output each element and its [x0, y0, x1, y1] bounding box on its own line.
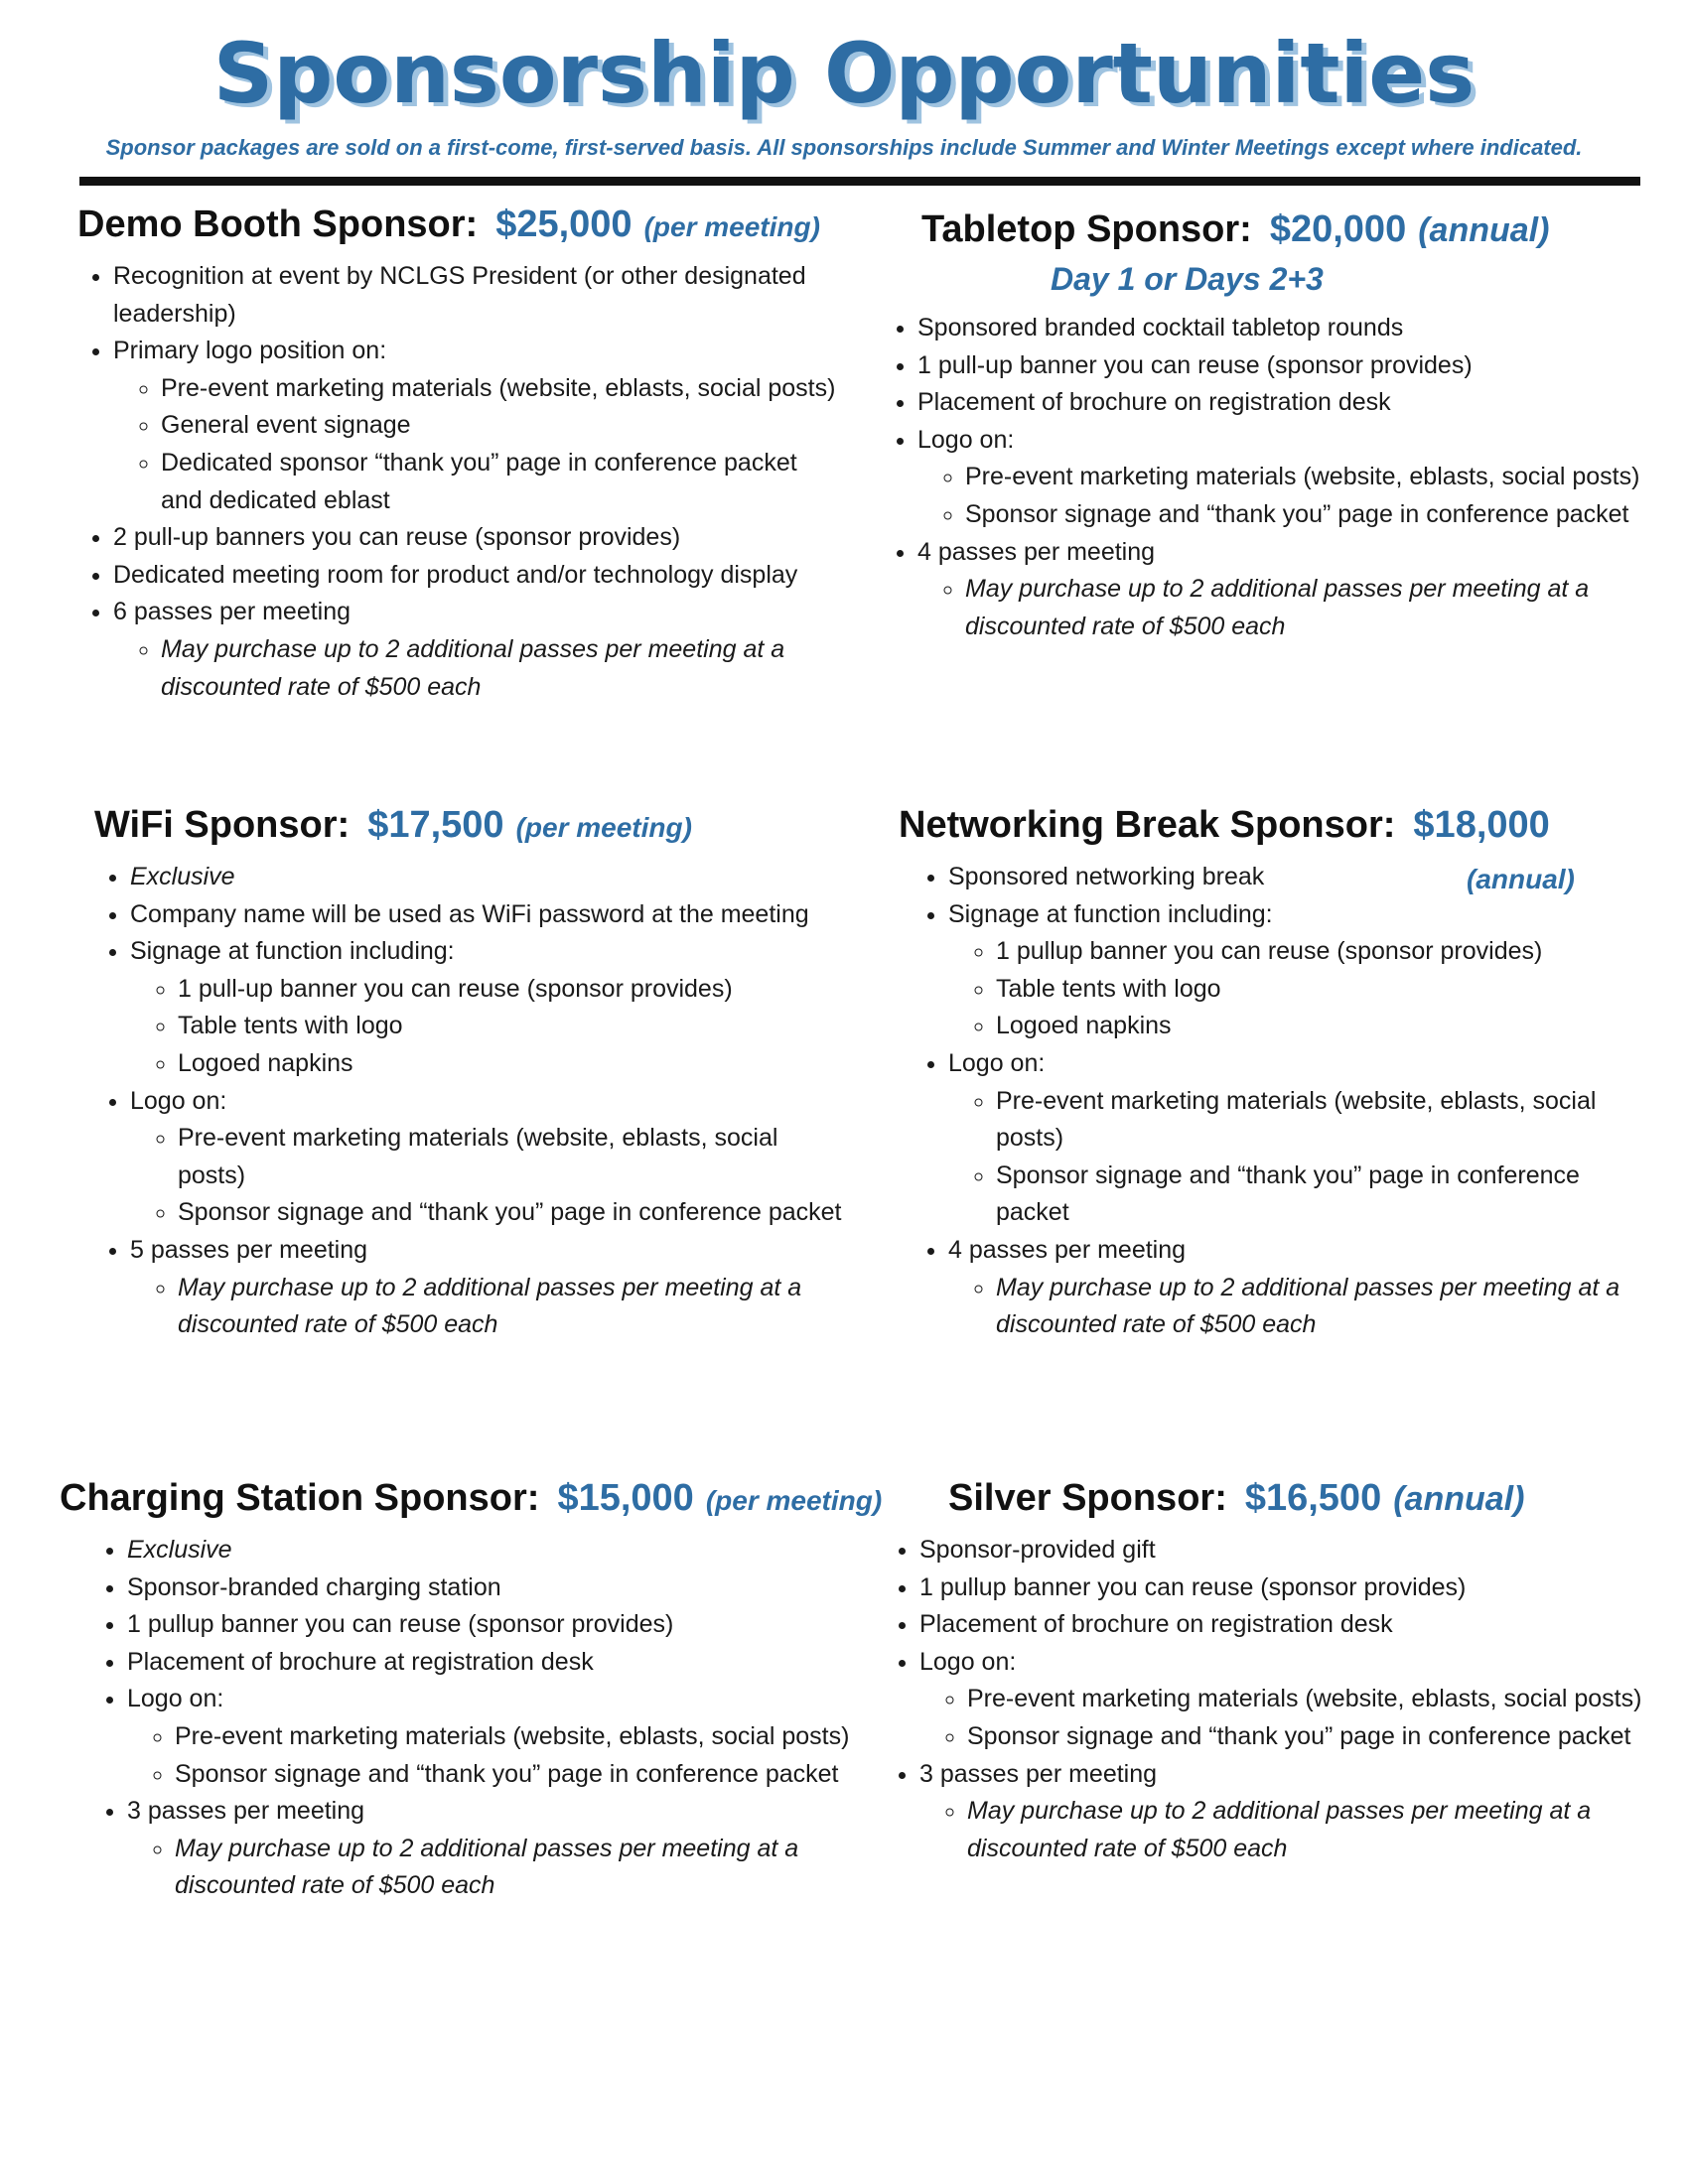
- list-item: • Logo on: ◦ Pre-event marketing materials (website, eblasts, social posts) ◦ Sponsor signage and “thank you” page in conference packet: [130, 1083, 849, 1232]
- tabletop-passes-sublist: [917, 571, 1656, 645]
- list-item: • 5 passes per meeting ◦ May purchase up to 2 additional passes per meeting at a discounted rate of $500 each: [130, 1232, 849, 1344]
- list-item: ◦ Logoed napkins: [996, 1008, 1653, 1045]
- networking-signage-sublist: [948, 933, 1653, 1045]
- tabletop-day-option: Day 1 or Days 2+3: [1051, 261, 1324, 297]
- demo-booth-benefits: [77, 258, 842, 706]
- page-subtitle: Sponsor packages are sold on a first-come, first-served basis. All sponsorships include Summer and Winter Meetings except where indicated.: [105, 135, 1583, 160]
- list-item: ◦ Sponsor signage and “thank you” page in conference packet: [175, 1756, 864, 1794]
- charging-station-logo-sublist: [127, 1718, 864, 1793]
- list-item: ◦ Sponsor signage and “thank you” page in conference packet: [965, 496, 1656, 534]
- silver-name: Silver Sponsor:: [948, 1477, 1227, 1519]
- list-item: ◦ Pre-event marketing materials (website, eblasts, social posts): [175, 1718, 864, 1756]
- list-item: • Logo on: ◦ Pre-event marketing materials (website, eblasts, social posts) ◦ Sponsor signage and “thank you” page in conference packet: [919, 1644, 1658, 1756]
- demo-booth-name: Demo Booth Sponsor:: [77, 204, 479, 245]
- list-item: ◦ Table tents with logo: [178, 1008, 849, 1045]
- list-item: • 4 passes per meeting ◦ May purchase up to 2 additional passes per meeting at a discounted rate of $500 each: [948, 1232, 1653, 1344]
- wifi-heading: [94, 804, 849, 847]
- tabletop-price-note: (annual): [1418, 211, 1550, 249]
- networking-benefits: [913, 859, 1653, 1344]
- list-item: ◦ Logoed napkins: [178, 1045, 849, 1083]
- list-item: ◦ Pre-event marketing materials (website, eblasts, social posts): [996, 1083, 1653, 1158]
- list-item: • Exclusive: [130, 859, 849, 896]
- charging-station-name: Charging Station Sponsor:: [60, 1477, 540, 1519]
- list-item: • Sponsor-provided gift: [919, 1532, 1658, 1570]
- wifi-signage-sublist: [130, 971, 849, 1083]
- list-item: • 4 passes per meeting ◦ May purchase up to 2 additional passes per meeting at a discounted rate of $500 each: [917, 534, 1656, 646]
- list-item: ◦ Sponsor signage and “thank you” page in conference packet: [996, 1158, 1653, 1232]
- list-item: ◦ May purchase up to 2 additional passes per meeting at a discounted rate of $500 each: [967, 1793, 1658, 1867]
- list-item: • 6 passes per meeting ◦ May purchase up to 2 additional passes per meeting at a discounted rate of $500 each: [113, 594, 842, 706]
- demo-booth-logo-sublist: [113, 370, 842, 519]
- wifi-price-note: (per meeting): [515, 812, 692, 843]
- list-item: • Recognition at event by NCLGS President (or other designated leadership): [113, 258, 842, 333]
- list-item: ◦ Pre-event marketing materials (website, eblasts, social posts): [178, 1120, 849, 1194]
- list-item: ◦ 1 pullup banner you can reuse (sponsor provides): [996, 933, 1653, 971]
- networking-logo-sublist: [948, 1083, 1653, 1232]
- wifi-name: WiFi Sponsor:: [94, 804, 351, 846]
- page-title: Sponsorship Opportunities: [212, 25, 1476, 122]
- networking-price-note: (annual): [1467, 864, 1575, 894]
- list-item: ◦ May purchase up to 2 additional passes per meeting at a discounted rate of $500 each: [178, 1270, 849, 1344]
- silver-logo-sublist: [919, 1681, 1658, 1755]
- list-item: • 2 pull-up banners you can reuse (sponsor provides): [113, 519, 842, 557]
- charging-station-price-note: (per meeting): [705, 1485, 883, 1516]
- charging-station-benefits: [91, 1532, 864, 1905]
- list-item: • Signage at function including: ◦ 1 pullup banner you can reuse (sponsor provides) ◦ Table tents with logo ◦ Logoed napkins: [948, 896, 1653, 1045]
- tabletop-name: Tabletop Sponsor:: [921, 208, 1252, 250]
- list-item: ◦ Pre-event marketing materials (website, eblasts, social posts): [161, 370, 842, 408]
- wifi-passes-sublist: [130, 1270, 849, 1344]
- list-item: • Sponsored branded cocktail tabletop rounds: [917, 310, 1656, 347]
- tabletop-price: $20,000: [1269, 208, 1407, 250]
- list-item: • 1 pullup banner you can reuse (sponsor provides): [127, 1606, 864, 1644]
- silver-price-note: (annual): [1393, 1480, 1525, 1518]
- charging-station-section: [60, 1477, 883, 1905]
- charging-station-heading: [60, 1477, 883, 1520]
- networking-passes-sublist: [948, 1270, 1653, 1344]
- list-item: • Placement of brochure on registration desk: [917, 384, 1656, 422]
- header-divider: [79, 177, 1640, 186]
- list-item: ◦ 1 pull-up banner you can reuse (sponsor provides): [178, 971, 849, 1009]
- list-item: • 3 passes per meeting ◦ May purchase up to 2 additional passes per meeting at a discounted rate of $500 each: [919, 1756, 1658, 1868]
- networking-heading: [899, 804, 1653, 847]
- list-item: ◦ Sponsor signage and “thank you” page in conference packet: [178, 1194, 849, 1232]
- silver-price: $16,500: [1244, 1477, 1382, 1519]
- networking-section: [899, 804, 1653, 1344]
- wifi-price: $17,500: [367, 804, 504, 846]
- wifi-benefits: [94, 859, 849, 1344]
- tabletop-heading: [921, 208, 1656, 251]
- list-item: • Company name will be used as WiFi password at the meeting: [130, 896, 849, 934]
- silver-benefits: [884, 1532, 1658, 1867]
- charging-station-passes-sublist: [127, 1831, 864, 1905]
- list-item: • Sponsor-branded charging station: [127, 1570, 864, 1607]
- list-item: • Sponsored networking break: [948, 859, 1653, 896]
- list-item: • 1 pullup banner you can reuse (sponsor provides): [919, 1570, 1658, 1607]
- list-item: ◦ Dedicated sponsor “thank you” page in conference packet and dedicated eblast: [161, 445, 842, 519]
- silver-passes-sublist: [919, 1793, 1658, 1867]
- list-item: ◦ Sponsor signage and “thank you” page in conference packet: [967, 1718, 1658, 1756]
- list-item: ◦ May purchase up to 2 additional passes per meeting at a discounted rate of $500 each: [161, 631, 842, 706]
- demo-booth-passes-sublist: [113, 631, 842, 706]
- wifi-logo-sublist: [130, 1120, 849, 1232]
- list-item: ◦ May purchase up to 2 additional passes per meeting at a discounted rate of $500 each: [996, 1270, 1653, 1344]
- list-item: • Primary logo position on: ◦ Pre-event marketing materials (website, eblasts, social posts) ◦ General event signage ◦ Dedicated sponsor “thank you” page in conference packet and dedicated eblast: [113, 333, 842, 519]
- list-item: ◦ General event signage: [161, 407, 842, 445]
- list-item: • 1 pull-up banner you can reuse (sponsor provides): [917, 347, 1656, 385]
- list-item: ◦ Pre-event marketing materials (website, eblasts, social posts): [965, 459, 1656, 496]
- demo-booth-heading: [77, 204, 842, 246]
- list-item: • Placement of brochure at registration desk: [127, 1644, 864, 1682]
- networking-price: $18,000: [1413, 804, 1550, 846]
- demo-booth-price: $25,000: [495, 204, 633, 245]
- networking-name: Networking Break Sponsor:: [899, 804, 1396, 846]
- list-item: ◦ Pre-event marketing materials (website, eblasts, social posts): [967, 1681, 1658, 1718]
- list-item: ◦ May purchase up to 2 additional passes per meeting at a discounted rate of $500 each: [175, 1831, 864, 1905]
- list-item: • 3 passes per meeting ◦ May purchase up to 2 additional passes per meeting at a discounted rate of $500 each: [127, 1793, 864, 1905]
- tabletop-benefits: [882, 310, 1656, 645]
- silver-section: [884, 1477, 1658, 1867]
- list-item: ◦ Table tents with logo: [996, 971, 1653, 1009]
- list-item: • Logo on: ◦ Pre-event marketing materials (website, eblasts, social posts) ◦ Sponsor signage and “thank you” page in conference packet: [127, 1681, 864, 1793]
- demo-booth-section: [77, 204, 842, 706]
- tabletop-section: [882, 208, 1656, 645]
- list-item: • Dedicated meeting room for product and/or technology display: [113, 557, 842, 595]
- tabletop-logo-sublist: [917, 459, 1656, 533]
- demo-booth-price-note: (per meeting): [643, 211, 820, 242]
- list-item: • Logo on: ◦ Pre-event marketing materials (website, eblasts, social posts) ◦ Sponsor signage and “thank you” page in conference packet: [948, 1045, 1653, 1232]
- list-item: • Placement of brochure on registration desk: [919, 1606, 1658, 1644]
- charging-station-price: $15,000: [557, 1477, 694, 1519]
- list-item: • Logo on: ◦ Pre-event marketing materials (website, eblasts, social posts) ◦ Sponsor signage and “thank you” page in conference packet: [917, 422, 1656, 534]
- silver-heading: [948, 1477, 1658, 1520]
- list-item: • Exclusive: [127, 1532, 864, 1570]
- list-item: ◦ May purchase up to 2 additional passes per meeting at a discounted rate of $500 each: [965, 571, 1656, 645]
- wifi-section: [94, 804, 849, 1344]
- list-item: • Signage at function including: ◦ 1 pull-up banner you can reuse (sponsor provides) ◦ Table tents with logo ◦ Logoed napkins: [130, 933, 849, 1082]
